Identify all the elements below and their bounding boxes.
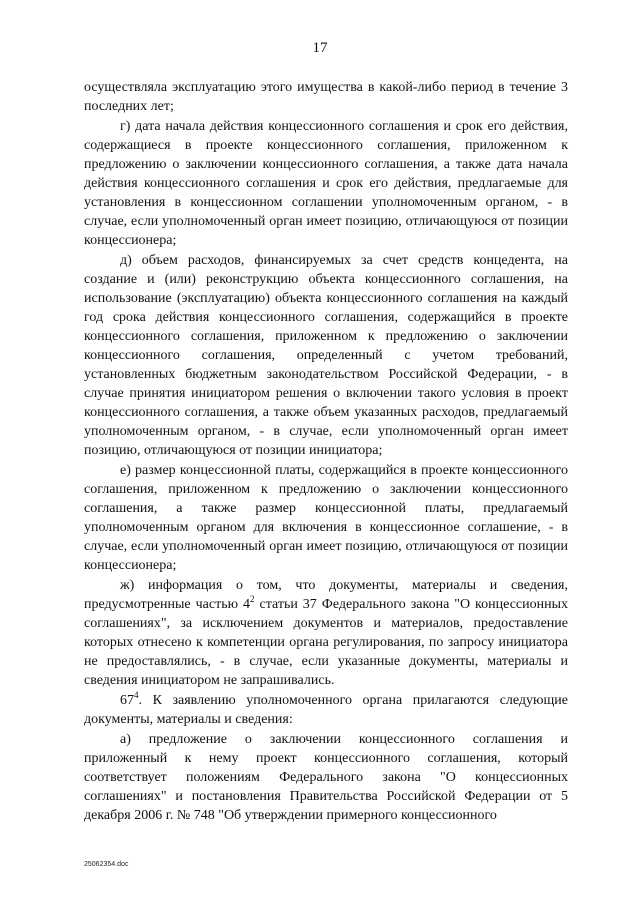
document-body: [84, 78, 568, 825]
superscript: 2: [250, 594, 255, 604]
paragraph-zh: [84, 576, 568, 690]
paragraph-e: е) размер концессионной платы, содержащийся в проекте концессионного соглашения, приложенном к предложению о заключении концессионного соглашения, а также размер концессионной платы, предлагаемый уполномоченным органом для включения в концессионное соглашение, - в случае, если уполномоченный орган имеет позицию, отличающуюся от позиции концессионера;: [84, 463, 568, 573]
paragraph-zh-part2: статьи 37 Федерального закона "О концессионных соглашениях", за исключением документов и материалов, предоставление которых отнесено к компетенции органа регулирования, по запросу инициатора не предоставлялись, - в случае, если указанные документы, материалы и сведения инициатором не запрашивались.: [84, 597, 569, 688]
file-name-footer: 25062354.doc: [84, 861, 129, 868]
paragraph-67-4: [84, 691, 568, 729]
paragraph-continuation: осуществляла эксплуатацию этого имущества в какой-либо период в течение 3 последних лет;: [84, 80, 568, 114]
paragraph-a: а) предложение о заключении концессионного соглашения и приложенный к нему проект концессионного соглашения, который соответствует положениям Федерального закона "О концессионных соглашениях" и постановления Правительства Российской Федерации от 5 декабря 2006 г. № 748 "Об утверждении примерного концессионного: [84, 732, 568, 823]
paragraph-g: г) дата начала действия концессионного соглашения и срок его действия, содержащиеся в проекте концессионного соглашения, приложенном к предложению о заключении концессионного соглашения, а также дата начала действия концессионного соглашения и срок его действия, предлагаемые для установления в концессионном соглашении уполномоченным органом, - в случае, если уполномоченный орган имеет позицию, отличающуюся от позиции концессионера;: [84, 119, 568, 248]
superscript: 4: [134, 690, 139, 700]
paragraph-d: д) объем расходов, финансируемых за счет средств концедента, на создание и (или) реконструкцию объекта концессионного соглашения, на использование (эксплуатацию) объекта концессионного соглашения на каждый год срока действия концессионного соглашения, содержащийся в проекте концессионного соглашения, приложенном к предложению о заключении концессионного соглашения, определенный с учетом требований, установленных бюджетным законодательством Российской Федерации, - в случае принятия инициатором решения о включении такого условия в проект концессионного соглашения, а также объем указанных расходов, предлагаемый уполномоченным органом, - в случае, если уполномоченный орган имеет позицию, отличающуюся от позиции инициатора;: [84, 253, 568, 458]
clause-number: 67: [120, 693, 134, 708]
page-number: 17: [312, 40, 328, 56]
paragraph-67-4-text: . К заявлению уполномоченного органа прилагаются следующие документы, материалы и сведения:: [84, 693, 568, 727]
paragraph-zh-part1: ж) информация о том, что документы, материалы и сведения, предусмотренные частью 4: [84, 578, 568, 612]
